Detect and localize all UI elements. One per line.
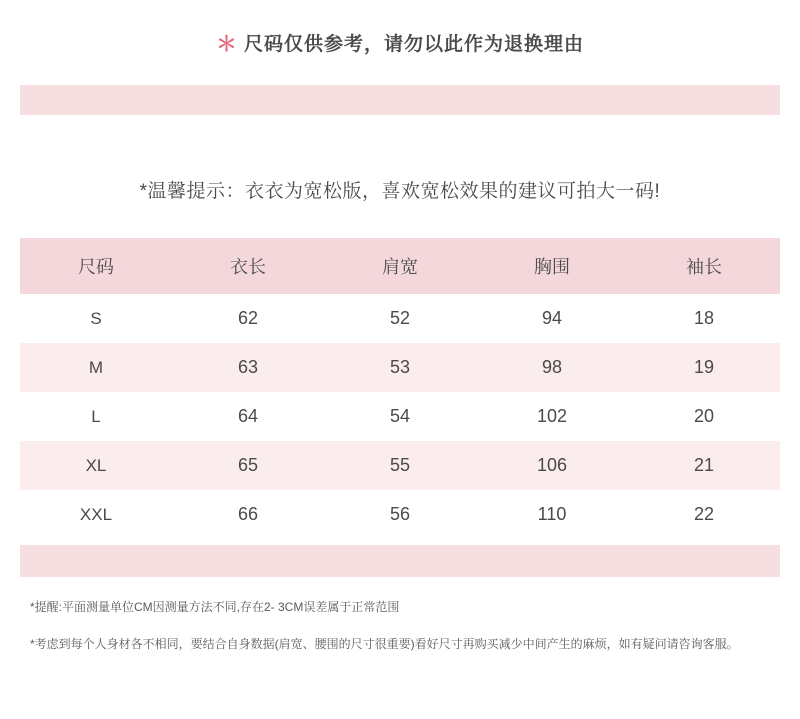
column-header-bust: 胸围 xyxy=(476,238,628,294)
fit-tip-text: *温馨提示：衣衣为宽松版，喜欢宽松效果的建议可拍大一码! xyxy=(139,181,661,202)
cell-size: L xyxy=(20,392,172,441)
table-row xyxy=(20,441,780,490)
footnotes xyxy=(30,598,770,656)
column-header-shoulder: 肩宽 xyxy=(324,238,476,294)
cell-sleeve: 21 xyxy=(628,441,780,490)
cell-sleeve: 22 xyxy=(628,490,780,539)
table-row xyxy=(20,490,780,539)
cell-shoulder: 56 xyxy=(324,490,476,539)
cell-size: XXL xyxy=(20,490,172,539)
cell-length: 62 xyxy=(172,294,324,343)
cell-sleeve: 20 xyxy=(628,392,780,441)
cell-sleeve: 19 xyxy=(628,343,780,392)
table-header-row xyxy=(20,238,780,294)
cell-size: S xyxy=(20,294,172,343)
cell-shoulder: 53 xyxy=(324,343,476,392)
cell-shoulder: 52 xyxy=(324,294,476,343)
table-row xyxy=(20,343,780,392)
cell-bust: 102 xyxy=(476,392,628,441)
column-header-sleeve: 袖长 xyxy=(628,238,780,294)
cell-shoulder: 54 xyxy=(324,392,476,441)
cell-sleeve: 18 xyxy=(628,294,780,343)
size-table-container xyxy=(20,238,780,539)
size-disclaimer-notice xyxy=(0,28,800,58)
cell-length: 65 xyxy=(172,441,324,490)
table-row xyxy=(20,392,780,441)
asterisk-icon: ＊ xyxy=(215,33,238,56)
footnote-measurement: *提醒:平面测量单位CM因测量方法不同,存在2- 3CM误差属于正常范围 xyxy=(30,600,400,614)
footnote-advice: *考虑到每个人身材各不相同，要结合自身数据(肩宽、腰围的尺寸很重要)看好尺寸再购买减少中间产生的麻烦，如有疑问请咨询客服。 xyxy=(30,637,739,651)
cell-size: M xyxy=(20,343,172,392)
size-table-head xyxy=(20,238,780,294)
size-table-body xyxy=(20,294,780,539)
decorative-band-top xyxy=(20,85,780,115)
cell-length: 64 xyxy=(172,392,324,441)
cell-length: 66 xyxy=(172,490,324,539)
notice-text: 尺码仅供参考，请勿以此作为退换理由 xyxy=(243,34,584,55)
table-row xyxy=(20,294,780,343)
cell-size: XL xyxy=(20,441,172,490)
size-chart-table xyxy=(20,238,780,539)
decorative-band-bottom xyxy=(20,545,780,577)
cell-bust: 110 xyxy=(476,490,628,539)
column-header-size: 尺码 xyxy=(20,238,172,294)
cell-bust: 98 xyxy=(476,343,628,392)
cell-length: 63 xyxy=(172,343,324,392)
cell-bust: 94 xyxy=(476,294,628,343)
cell-shoulder: 55 xyxy=(324,441,476,490)
cell-bust: 106 xyxy=(476,441,628,490)
column-header-length: 衣长 xyxy=(172,238,324,294)
